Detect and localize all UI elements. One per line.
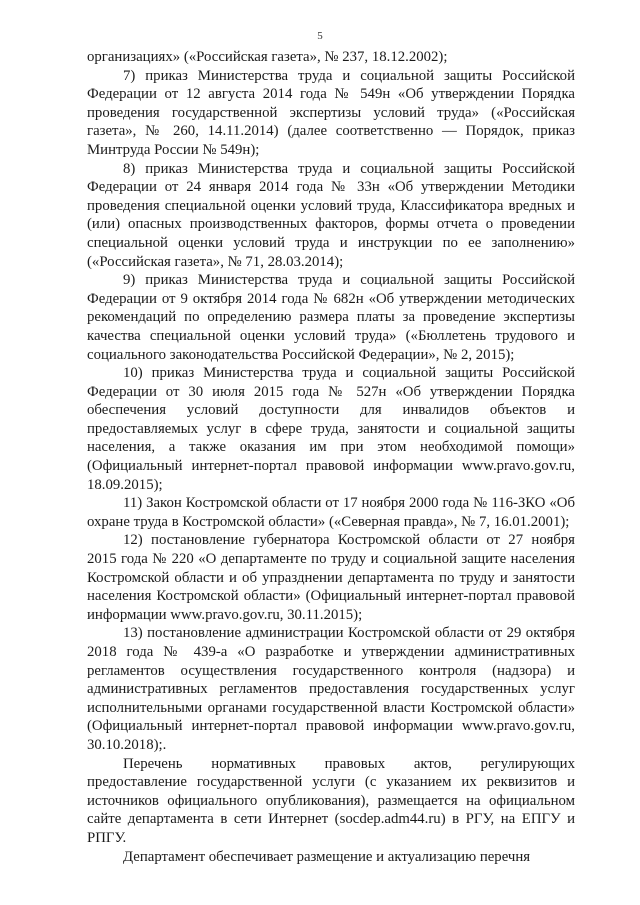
paragraph-item-9: 9) приказ Министерства труда и социальной защиты Российской Федерации от 9 октября 2014 года № 682н «Об утверждении методических рекомендаций по определению размера платы за проведение экспертизы качества специальной оценки условий труда» («Бюллетень трудового и социального законодательства Российской Федерации», № 2, 2015); — [87, 272, 575, 363]
paragraph-item-12: 12) постановление губернатора Костромской области от 27 ноября 2015 года № 220 «О департаменте по труду и социальной защите населения Костромской области и об упразднении департамента по труду и занятости населения Костромской области» (Официальный интернет-портал правовой информации www.pravo.gov.ru, 30.11.2015); — [87, 532, 575, 623]
paragraph-item-13: 13) постановление администрации Костромской области от 29 октября 2018 года № 439-а «О разработке и утверждении административных регламентов осуществления государственного контроля (надзора) и административных регламентов предоставления государственных услуг исполнительными органами государственной власти Костромской области» (Официальный интернет-портал правовой информации www.pravo.gov.ru, 30.10.2018);. — [87, 625, 575, 753]
paragraph-item-11: 11) Закон Костромской области от 17 ноября 2000 года № 116-ЗКО «Об охране труда в Костромской области» («Северная правда», № 7, 16.01.2001); — [87, 495, 575, 530]
paragraph-item-10: 10) приказ Министерства труда и социальной защиты Российской Федерации от 30 июля 2015 года № 527н «Об утверждении Порядка обеспечения условий доступности для инвалидов объектов и предоставляемых услуг в сфере труда, занятости и социальной защиты населения, а также оказания им при этом необходимой помощи» (Официальный интернет-портал правовой информации www.pravo.gov.ru, 18.09.2015); — [87, 365, 575, 493]
paragraph-list-publication: Перечень нормативных правовых актов, регулирующих предоставление государственной услуги (с указанием их реквизитов и источников официального опубликования), размещается на официальном сайте департамента в сети Интернет (socdep.adm44.ru) в РГУ, на ЕПГУ и РПГУ. — [87, 755, 575, 846]
paragraph-item-7: 7) приказ Министерства труда и социальной защиты Российской Федерации от 12 августа 2014 года № 549н «Об утверждении Порядка проведения государственной экспертизы условий труда» («Российская газета», № 260, 14.11.2014) (далее соответственно — Порядок, приказ Минтруда России № 549н); — [87, 67, 575, 158]
document-body — [87, 48, 575, 866]
paragraph-department-duty: Департамент обеспечивает размещение и актуализацию перечня — [123, 848, 531, 865]
page-number: 5 — [317, 30, 323, 42]
paragraph-continuation: организациях» («Российская газета», № 237, 18.12.2002); — [87, 49, 448, 65]
paragraph-item-8: 8) приказ Министерства труда и социальной защиты Российской Федерации от 24 января 2014 года № 33н «Об утверждении Методики проведения специальной оценки условий труда, Классификатора вредных и (или) опасных производственных факторов, формы отчета о проведении специальной оценки условий труда и инструкции по ее заполнению» («Российская газета», № 71, 28.03.2014); — [87, 160, 575, 270]
